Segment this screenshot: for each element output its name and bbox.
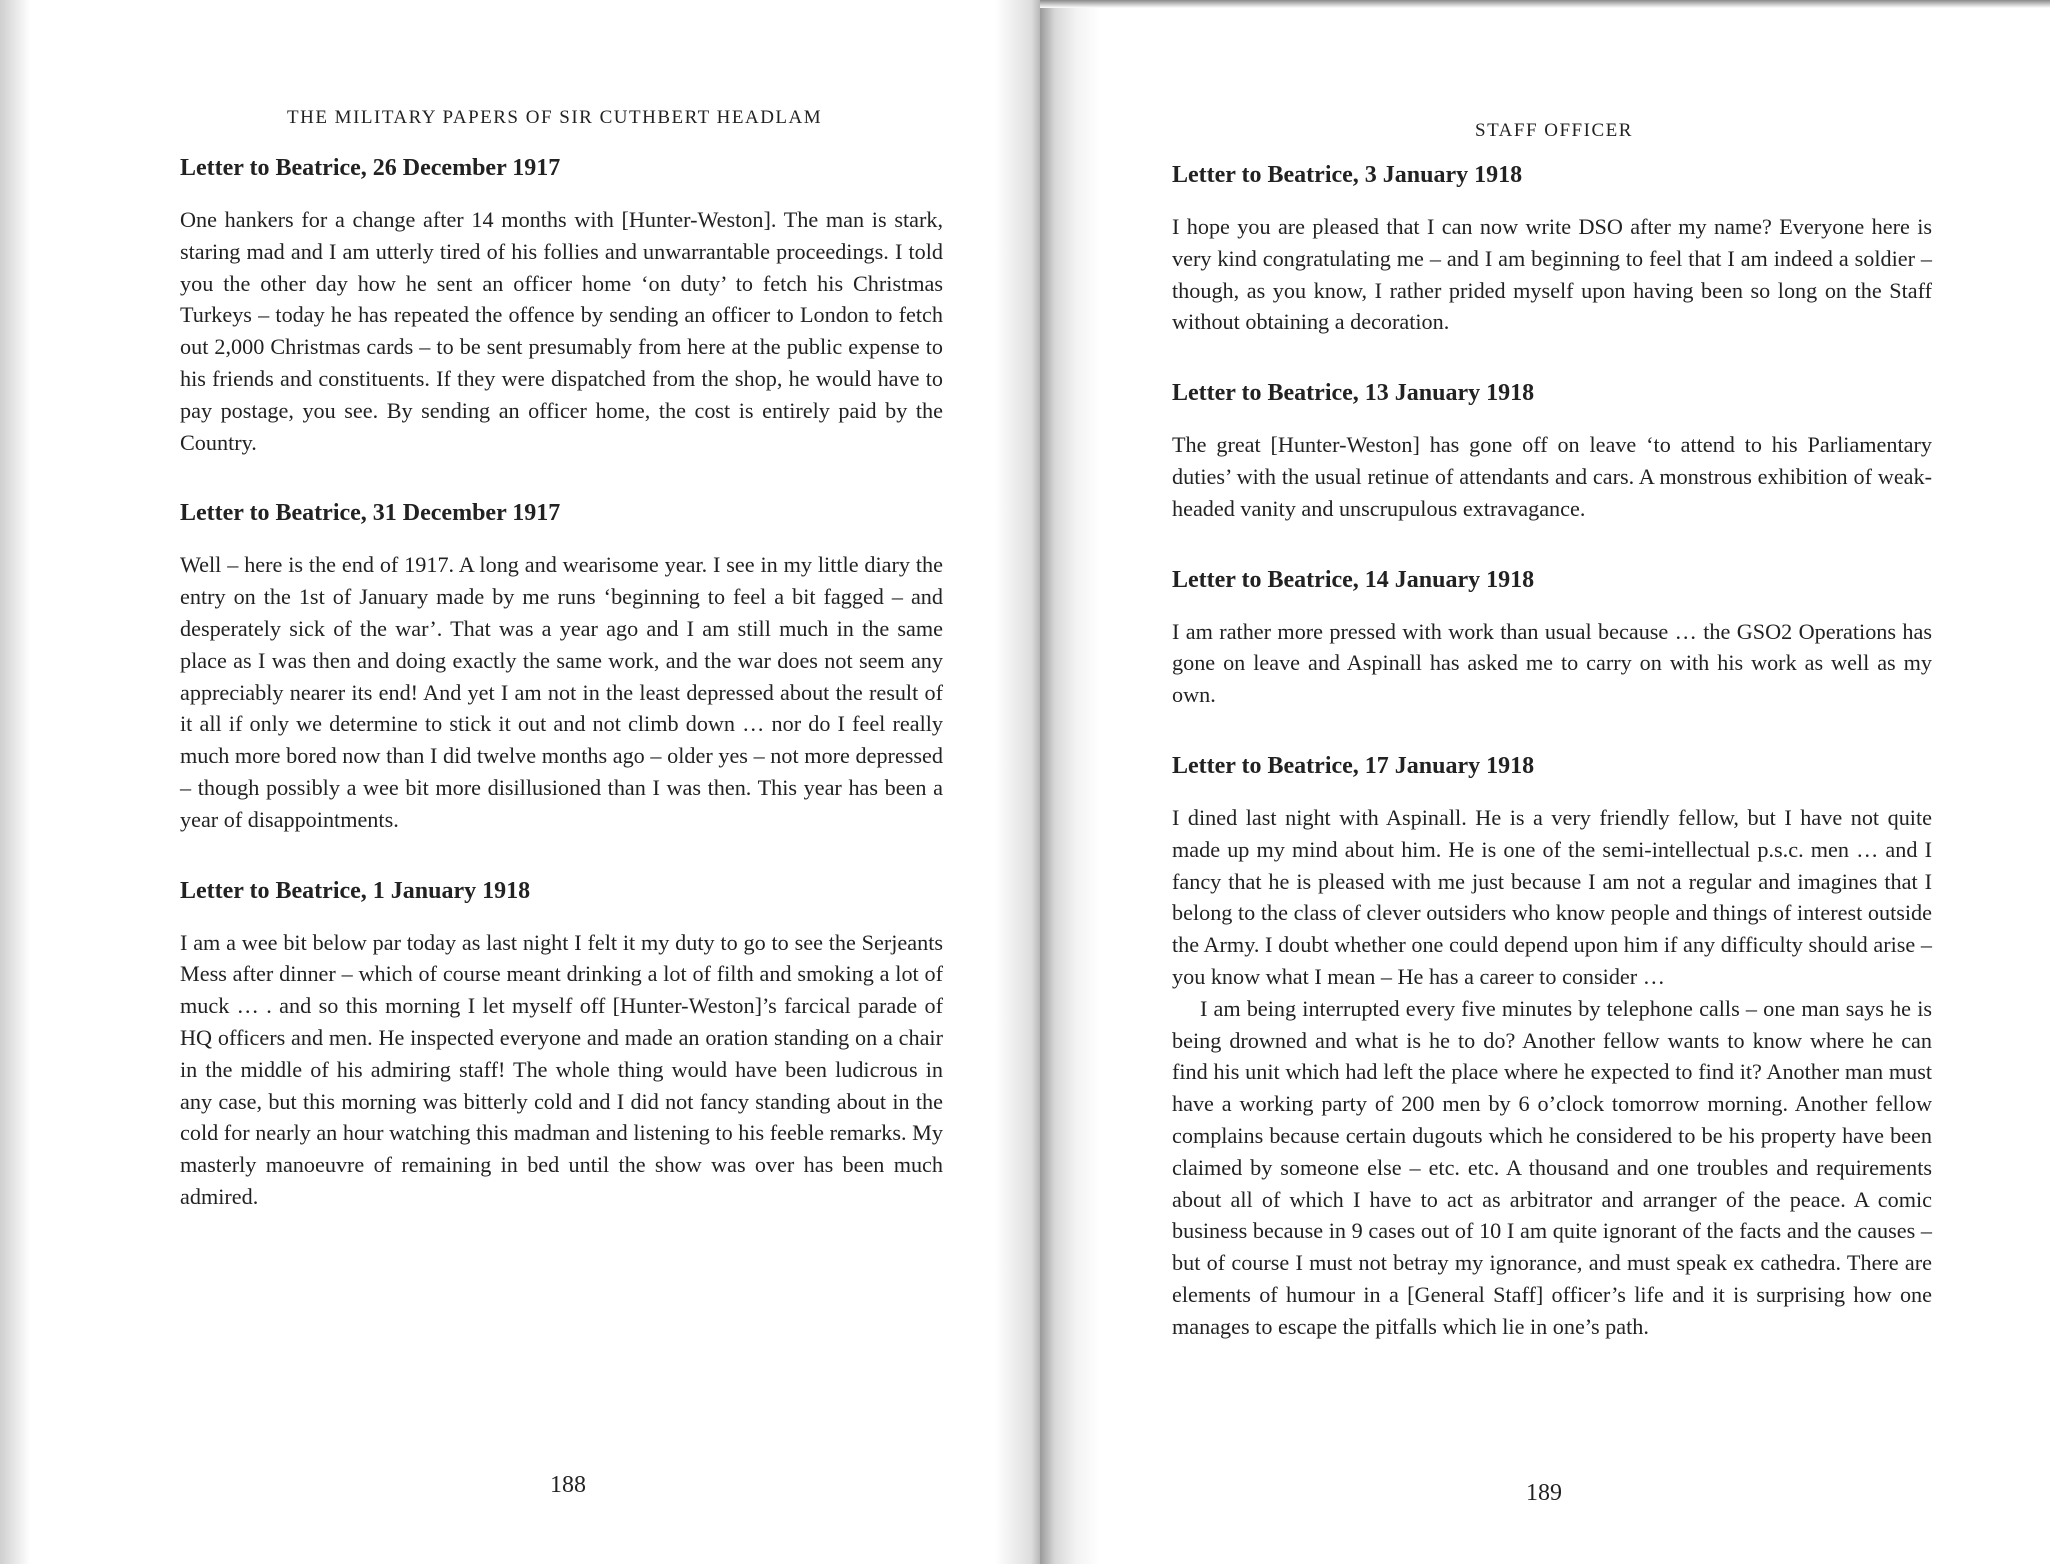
paragraph: Well – here is the end of 1917. A long and wearisome year. I see in my little diary the entry on the 1st of January made by me runs ‘beginning to feel a bit fagged – and desperately sick of the war’. That was a year ago and I am still much in the same place as I was then and doing exactly the same work, and the war does not seem any appreciably nearer its end! And yet I am not in the least depressed about the result of it all if only we determine to stick it out and not climb down … nor do I feel really much more bored now than I did twelve months ago – older yes – not more depressed – though possibly a wee bit more disillusioned than I was then. This year has been a year of disappointments. xyxy=(180,552,943,832)
gutter-shadow-left xyxy=(995,0,1040,1564)
paragraph: I am a wee bit below par today as last night I felt it my duty to go to see the Serjeants Mess after dinner – which of course meant drinking a lot of filth and smoking a lot of muck … . and so this morning I let myself off [Hunter-Weston]’s farcical parade of HQ officers and men. He inspected everyone and made an oration standing on a chair in the middle of his admiring staff! The whole thing would have been ludicrous in any case, but this morning was bitterly cold and I did not fancy standing about in the cold for nearly an hour watching this madman and listening to his feeble remarks. My masterly manoeuvre of remaining in bed until the show was over has been much admired. xyxy=(180,929,943,1209)
left-text-block xyxy=(180,155,943,1255)
letter-entry xyxy=(180,878,943,1213)
letter-entry xyxy=(1172,753,1932,1343)
page-number-left: 188 xyxy=(550,1472,586,1498)
running-head-right: STAFF OFFICER xyxy=(1475,120,1633,141)
paragraph: I dined last night with Aspinall. He is a very friendly fellow, but I have not quite made up my mind about him. He is one of the semi-intellectual p.s.c. men … and I fancy that he is pleased with me just because I am not a regular and imagines that I belong to the class of clever outsiders who know people and things of interest outside the Army. I doubt whether one could depend upon him if any difficulty should arise – you know what I mean – He has a career to consider … xyxy=(1172,804,1932,989)
paragraph: I hope you are pleased that I can now write DSO after my name? Everyone here is very kind congratulating me – and I am beginning to feel that I am indeed a soldier – though, as you know, I rather prided myself upon having been so long on the Staff without obtaining a decoration. xyxy=(1172,214,1932,335)
letter-title: Letter to Beatrice, 13 January 1918 xyxy=(1172,380,1535,407)
letter-title: Letter to Beatrice, 17 January 1918 xyxy=(1172,752,1535,779)
paragraph: One hankers for a change after 14 months with [Hunter-Weston]. The man is stark, staring mad and I am utterly tired of his follies and unwarrantable proceedings. I told you the other day how he sent an officer home ‘on duty’ to fetch his Christmas Turkeys – today he has repeated the offence by sending an officer to London to fetch out 2,000 Christmas cards – to be sent presumably from here at the public expense to his friends and constituents. If they were dispatched from the shop, he would have to pay postage, you see. By sending an officer home, the cost is entirely paid by the Country. xyxy=(180,207,943,455)
paragraph: I am rather more pressed with work than usual because … the GSO2 Operations has gone on leave and Aspinall has asked me to carry on with his work as well as my own. xyxy=(1172,618,1932,708)
letter-title: Letter to Beatrice, 1 January 1918 xyxy=(180,877,531,904)
letter-entry xyxy=(1172,162,1932,338)
letter-title: Letter to Beatrice, 31 December 1917 xyxy=(180,500,561,527)
letter-entry xyxy=(1172,567,1932,711)
page-edge-shadow xyxy=(0,0,30,1564)
letter-body xyxy=(1172,802,1932,1343)
right-text-block xyxy=(1172,162,1932,1385)
letter-body xyxy=(1172,616,1932,711)
page-number-right: 189 xyxy=(1526,1480,1562,1506)
letter-title: Letter to Beatrice, 14 January 1918 xyxy=(1172,566,1535,593)
letter-body xyxy=(180,204,943,458)
letter-title: Letter to Beatrice, 3 January 1918 xyxy=(1172,162,1523,188)
letter-entry xyxy=(180,500,943,835)
paragraph: I am being interrupted every five minutes by telephone calls – one man says he is being drowned and what is he to do? Another fellow wants to know where he can find his unit which had left the place where he expected to find it? Another man must have a working party of 200 men by 6 o’clock tomorrow morning. Another fellow complains because certain dugouts which he considered to be his property have been claimed by someone else – etc. etc. A thousand and one troubles and requirements about all of which I have to act as arbitrator and arranger of the peace. A comic business because in 9 cases out of 10 I am quite ignorant of the facts and the causes – but of course I must not betray my ignorance, and must speak ex cathedra. There are elements of humour in a [General Staff] officer’s life and it is surprising how one manages to escape the pitfalls which lie in one’s path. xyxy=(1172,995,1932,1339)
gutter-shadow-right xyxy=(1040,0,1100,1564)
page-top-shadow xyxy=(1040,0,2050,8)
letter-body xyxy=(180,549,943,835)
right-page xyxy=(1040,0,2050,1564)
paragraph: The great [Hunter-Weston] has gone off on leave ‘to attend to his Parliamentary duties’ with the usual retinue of attendants and cars. A monstrous exhibition of weak-headed vanity and unscrupulous extravagance. xyxy=(1172,432,1932,521)
letter-body xyxy=(1172,211,1932,338)
letter-entry xyxy=(1172,380,1932,524)
letter-body xyxy=(1172,429,1932,524)
letter-entry xyxy=(180,155,943,458)
running-head-left: THE MILITARY PAPERS OF SIR CUTHBERT HEADLAM xyxy=(287,107,823,128)
letter-body xyxy=(180,927,943,1213)
letter-title: Letter to Beatrice, 26 December 1917 xyxy=(180,155,561,181)
